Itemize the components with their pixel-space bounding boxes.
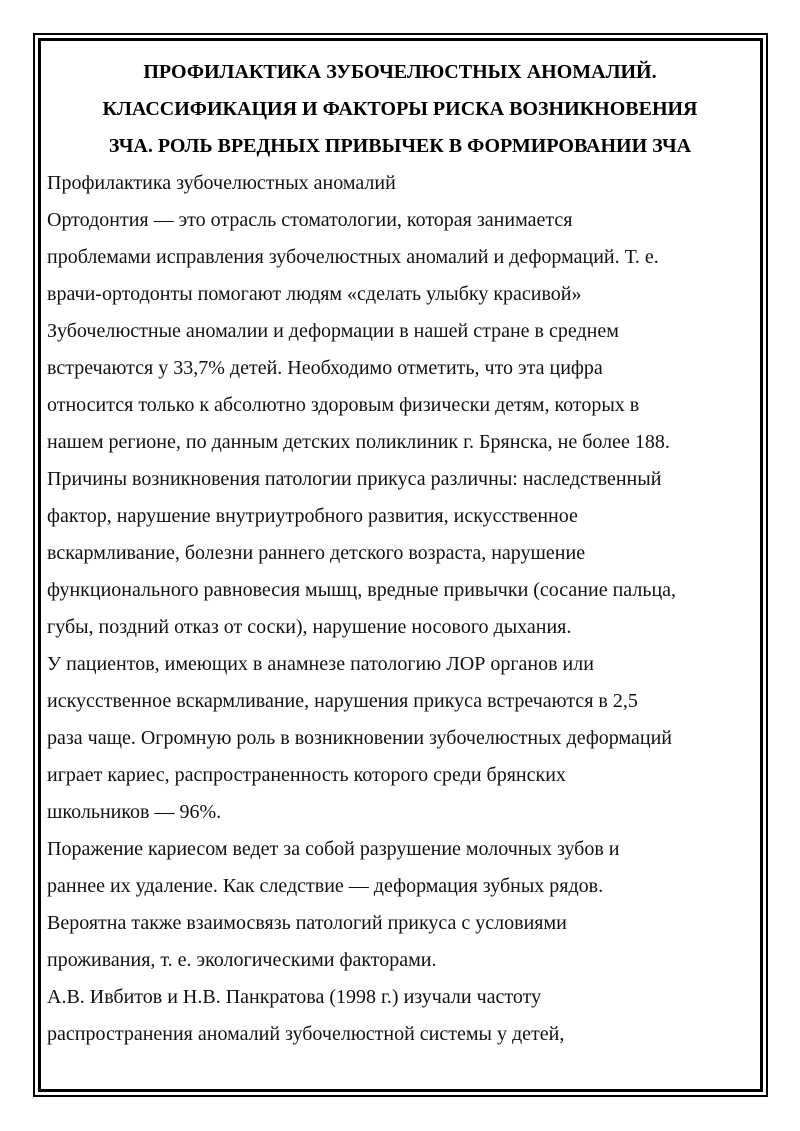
text-line: проживания, т. е. экологическими факторами. — [47, 949, 437, 971]
text-line: Причины возникновения патологии прикуса различны: наследственный — [47, 468, 662, 490]
text-line: У пациентов, имеющих в анамнезе патологию ЛОР органов или — [47, 653, 594, 675]
title-line: КЛАССИФИКАЦИЯ И ФАКТОРЫ РИСКА ВОЗНИКНОВЕНИЯ — [102, 98, 698, 120]
text-line: Вероятна также взаимосвязь патологий прикуса с условиями — [47, 912, 567, 934]
text-line: фактор, нарушение внутриутробного развития, искусственное — [47, 505, 578, 527]
text-line: раннее их удаление. Как следствие — деформация зубных рядов. — [47, 875, 604, 897]
text-line: А.В. Ивбитов и Н.В. Панкратова (1998 г.) изучали частоту — [47, 986, 542, 1008]
text-line: вскармливание, болезни раннего детского возраста, нарушение — [47, 542, 586, 564]
text-line: губы, поздний отказ от соски), нарушение носового дыхания. — [47, 616, 572, 638]
text-line: нашем регионе, по данным детских поликлиник г. Брянска, не более 188. — [47, 431, 670, 453]
text-line: проблемами исправления зубочелюстных аномалий и деформаций. Т. е. — [47, 246, 659, 268]
text-line: Поражение кариесом ведет за собой разрушение молочных зубов и — [47, 838, 620, 860]
title-line: ЗЧА. РОЛЬ ВРЕДНЫХ ПРИВЫЧЕК В ФОРМИРОВАНИИ ЗЧА — [108, 135, 692, 157]
text-line: функционального равновесия мышц, вредные привычки (сосание пальца, — [47, 579, 677, 601]
title-line: ПРОФИЛАКТИКА ЗУБОЧЕЛЮСТНЫХ АНОМАЛИЙ. — [143, 61, 657, 83]
text-line: Зубочелюстные аномалии и деформации в нашей стране в среднем — [47, 320, 619, 342]
text-line: распространения аномалий зубочелюстной системы у детей, — [47, 1023, 565, 1045]
text-line: играет кариес, распространенность которого среди брянских — [47, 764, 566, 786]
text-line: раза чаще. Огромную роль в возникновении зубочелюстных деформаций — [47, 727, 673, 749]
text-line: Ортодонтия — это отрасль стоматологии, которая занимается — [47, 209, 573, 231]
text-line: относится только к абсолютно здоровым физически детям, которых в — [47, 394, 640, 416]
text-line: школьников — 96%. — [47, 801, 222, 823]
document-content — [47, 54, 753, 1053]
text-line: врачи-ортодонты помогают людям «сделать улыбку красивой» — [47, 283, 582, 305]
text-line: искусственное вскармливание, нарушения прикуса встречаются в 2,5 — [47, 690, 638, 712]
text-line: встречаются у 33,7% детей. Необходимо отметить, что эта цифра — [47, 357, 603, 379]
section-heading: Профилактика зубочелюстных аномалий — [47, 172, 396, 194]
document-body — [47, 165, 753, 1053]
document-title — [47, 54, 753, 165]
